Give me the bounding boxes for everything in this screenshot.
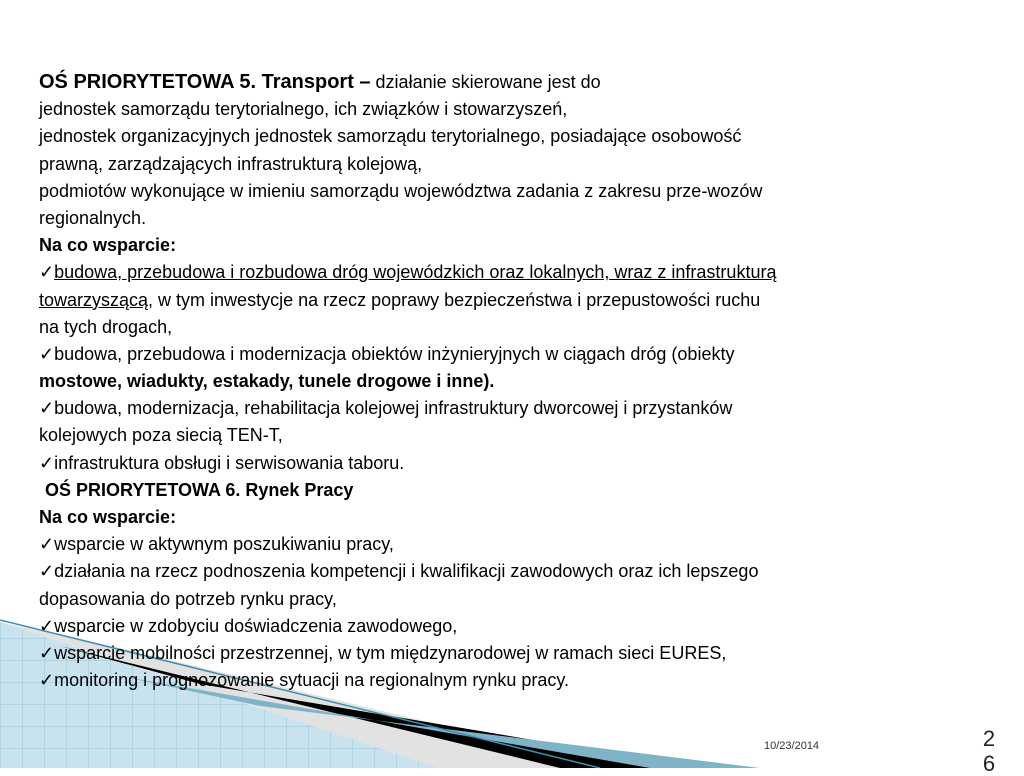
priority6-bullet-5-text: monitoring i prognozowanie sytuacji na regionalnym rynku pracy. <box>54 670 570 691</box>
priority5-line-2: jednostek organizacyjnych jednostek samorządu terytorialnego, posiadające osobowość <box>39 126 742 147</box>
slide-body <box>39 69 979 694</box>
priority5-bullet-1-line-a <box>39 259 979 286</box>
priority5-bullet-1-text-a: budowa, przebudowa i rozbudowa dróg wojewódzkich oraz lokalnych, wraz z infrastrukturą <box>54 262 777 283</box>
check-icon: ✓ <box>39 615 55 636</box>
check-icon: ✓ <box>39 452 55 473</box>
priority5-bullet-2-text-a: budowa, przebudowa i modernizacja obiektów inżynieryjnych w ciągach dróg (obiekty <box>54 343 735 364</box>
priority6-bullet-2-line-a <box>39 558 979 585</box>
priority5-bullet-2-line-b: mostowe, wiadukty, estakady, tunele drogowe i inne). <box>39 371 495 392</box>
priority5-bullet-3-line-b: kolejowych poza siecią TEN-T, <box>39 425 283 446</box>
priority6-bullet-1-text: wsparcie w aktywnym poszukiwaniu pracy, <box>54 534 394 555</box>
priority6-bullet-4 <box>39 640 979 667</box>
priority5-bullet-3-line-a <box>39 395 979 422</box>
priority6-bullet-1 <box>39 531 979 558</box>
priority6-bullet-3 <box>39 613 979 640</box>
priority6-bullet-4-text: wsparcie mobilności przestrzennej, w tym międzynarodowej w ramach sieci EURES, <box>54 642 727 663</box>
priority5-line-1: jednostek samorządu terytorialnego, ich związków i stowarzyszeń, <box>39 99 568 120</box>
priority5-support-heading: Na co wsparcie: <box>39 235 177 256</box>
priority5-bullet-4-text: infrastruktura obsługi i serwisowania taboru. <box>54 452 405 473</box>
priority5-title-rest: działanie skierowane jest do <box>370 72 601 92</box>
check-icon: ✓ <box>39 398 55 419</box>
priority5-line-5: regionalnych. <box>39 207 147 228</box>
check-icon: ✓ <box>39 534 55 555</box>
priority5-bullet-3-text-a: budowa, modernizacja, rehabilitacja kolejowej infrastruktury dworcowej i przystanków <box>54 398 733 419</box>
priority5-bullet-1-line-c: na tych drogach, <box>39 316 173 337</box>
priority6-support-heading: Na co wsparcie: <box>39 507 177 527</box>
check-icon: ✓ <box>39 561 55 582</box>
priority5-line-4: podmiotów wykonujące w imieniu samorządu województwa zadania z zakresu prze-wozów <box>39 180 763 201</box>
priority6-title: OŚ PRIORYTETOWA 6. Rynek Pracy <box>45 479 354 500</box>
priority5-title: OŚ PRIORYTETOWA 5. Transport – <box>39 71 371 93</box>
check-icon: ✓ <box>39 343 55 364</box>
priority6-bullet-3-text: wsparcie w zdobyciu doświadczenia zawodowego, <box>54 615 458 636</box>
priority5-title-line <box>39 69 979 96</box>
priority5-bullet-2-line-a <box>39 341 979 368</box>
priority5-bullet-1-line-b <box>39 287 979 314</box>
footer-date: 10/23/2014 <box>764 740 820 752</box>
page-number: 26 <box>982 726 996 776</box>
priority6-bullet-2-text-a: działania na rzecz podnoszenia kompetencji i kwalifikacji zawodowych oraz ich lepszego <box>54 561 759 582</box>
check-icon: ✓ <box>39 642 55 663</box>
priority5-bullet-1-text-b-underlined: towarzyszącą <box>39 289 149 310</box>
check-icon: ✓ <box>39 670 55 691</box>
check-icon: ✓ <box>39 262 55 283</box>
priority6-bullet-2-line-b: dopasowania do potrzeb rynku pracy, <box>39 588 337 609</box>
priority5-bullet-4 <box>39 450 979 477</box>
priority6-bullet-5 <box>39 667 979 694</box>
priority5-bullet-1-text-b: , w tym inwestycje na rzecz poprawy bezpieczeństwa i przepustowości ruchu <box>148 289 761 310</box>
priority5-line-3: prawną, zarządzających infrastrukturą kolejową, <box>39 153 423 174</box>
